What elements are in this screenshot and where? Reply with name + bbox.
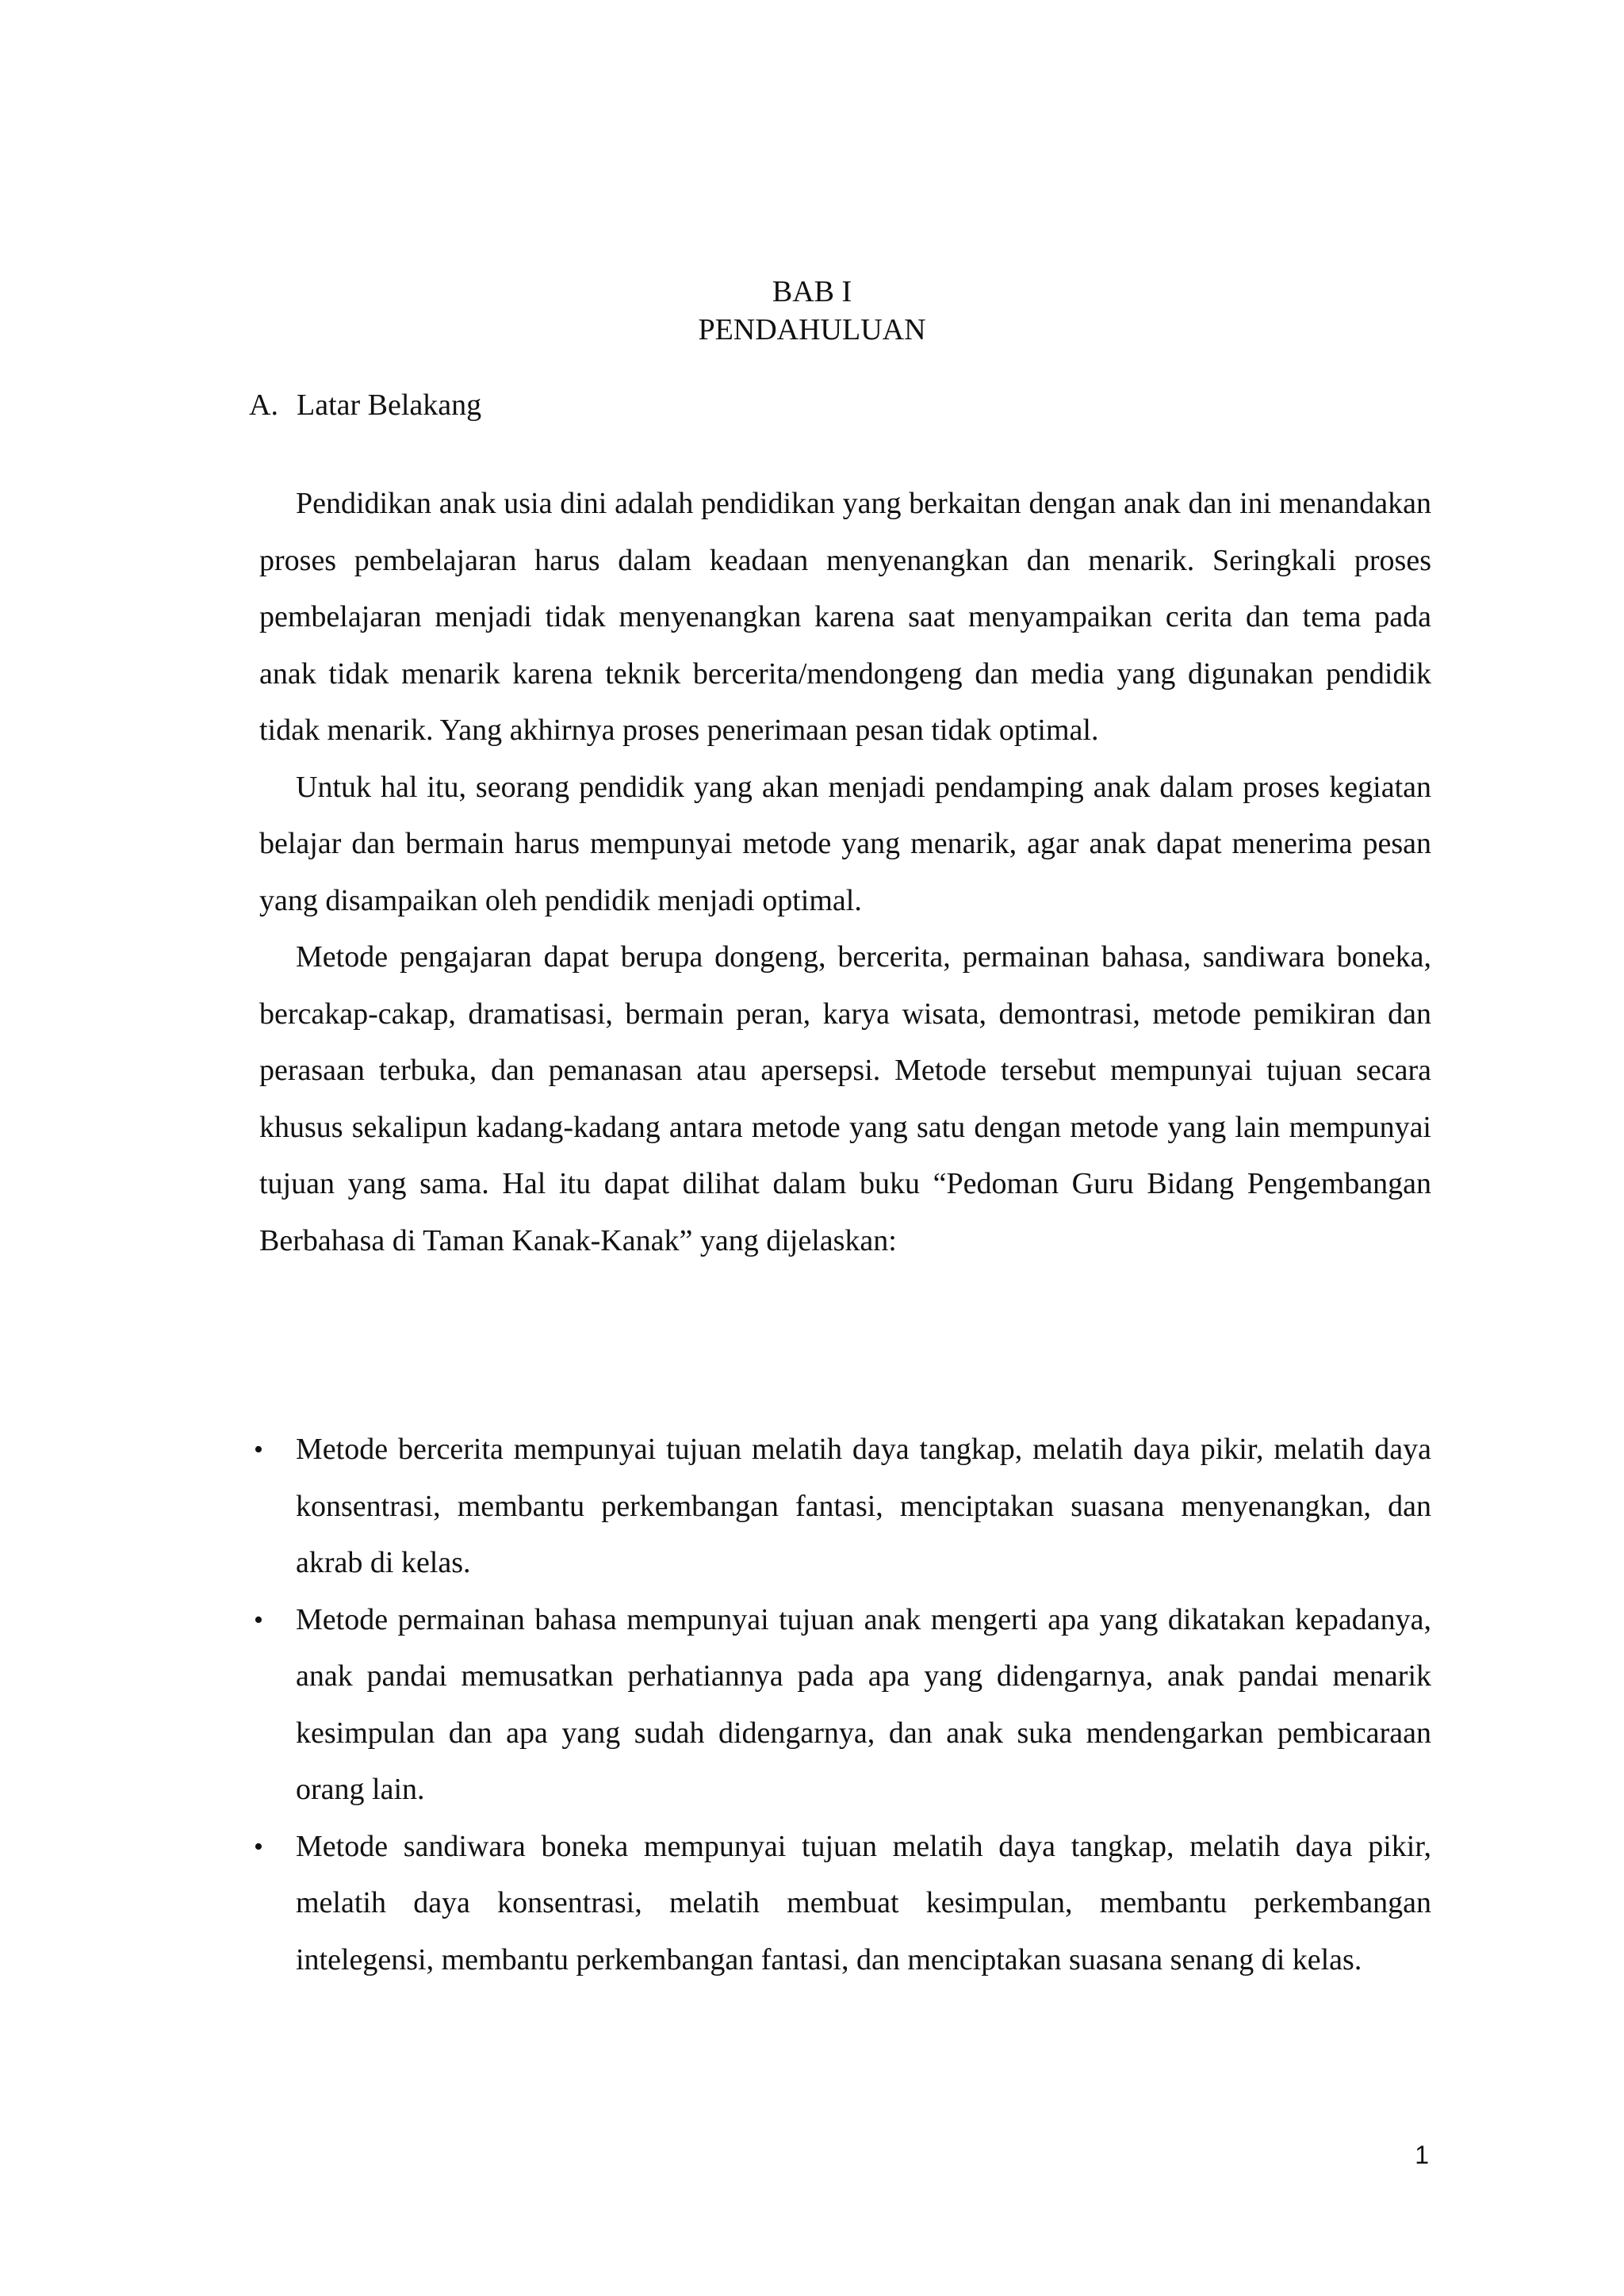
bullet-list [254, 1422, 1431, 1988]
section-title: Latar Belakang [297, 388, 482, 422]
list-item [254, 1819, 1431, 1989]
paragraph: Untuk hal itu, seorang pendidik yang akan menjadi pendamping anak dalam proses kegiatan belajar dan bermain harus mempunyai metode yang menarik, agar anak dapat menerima pesan yang disampaikan oleh pendidik menjadi optimal. [259, 770, 1431, 917]
bullet-icon: • [254, 1605, 263, 1635]
bullet-icon: • [254, 1831, 263, 1862]
list-item-text: Metode sandiwara boneka mempunyai tujuan melatih daya tangkap, melatih daya pikir, melatih daya konsentrasi, melatih membuat kesimpulan, membantu perkembangan intelegensi, membantu perkembangan fantasi, dan menciptakan suasana senang di kelas. [296, 1829, 1431, 1976]
bullet-icon: • [254, 1435, 263, 1464]
chapter-number: BAB I [772, 275, 852, 308]
list-item [254, 1422, 1431, 1592]
list-item-text: Metode permainan bahasa mempunyai tujuan anak mengerti apa yang dikatakan kepadanya, anak pandai memusatkan perhatiannya pada apa yang didengarnya, anak pandai menarik kesimpulan dan apa yang sudah didengarnya, dan anak suka mendengarkan pembicaraan orang lain. [296, 1602, 1431, 1806]
paragraph: Pendidikan anak usia dini adalah pendidikan yang berkaitan dengan anak dan ini menandakan proses pembelajaran harus dalam keadaan menyenangkan dan menarik. Seringkali proses pembelajaran menjadi tidak menyenangkan karena saat menyampaikan cerita dan tema pada anak tidak menarik karena teknik bercerita/mendongeng dan media yang digunakan pendidik tidak menarik. Yang akhirnya proses penerimaan pesan tidak optimal. [259, 487, 1431, 747]
section-letter: A. [249, 388, 278, 422]
list-item-text: Metode bercerita mempunyai tujuan melatih daya tangkap, melatih daya pikir, melatih daya konsentrasi, membantu perkembangan fantasi, menciptakan suasana menyenangkan, dan akrab di kelas. [296, 1433, 1431, 1579]
section-heading [249, 387, 481, 423]
chapter-title: PENDAHULUAN [698, 313, 926, 346]
paragraph: Metode pengajaran dapat berupa dongeng, bercerita, permainan bahasa, sandiwara boneka, bercakap-cakap, dramatisasi, bermain peran, karya wisata, demontrasi, metode pemikiran dan perasaan terbuka, dan pemanasan atau apersepsi. Metode tersebut mempunyai tujuan secara khusus sekalipun kadang-kadang antara metode yang satu dengan metode yang lain mempunyai tujuan yang sama. Hal itu dapat dilihat dalam buku “Pedoman Guru Bidang Pengembangan Berbahasa di Taman Kanak-Kanak” yang dijelaskan: [259, 940, 1431, 1257]
page-number: 1 [1415, 2141, 1429, 2169]
body-text [259, 476, 1431, 1269]
list-item [254, 1592, 1431, 1819]
